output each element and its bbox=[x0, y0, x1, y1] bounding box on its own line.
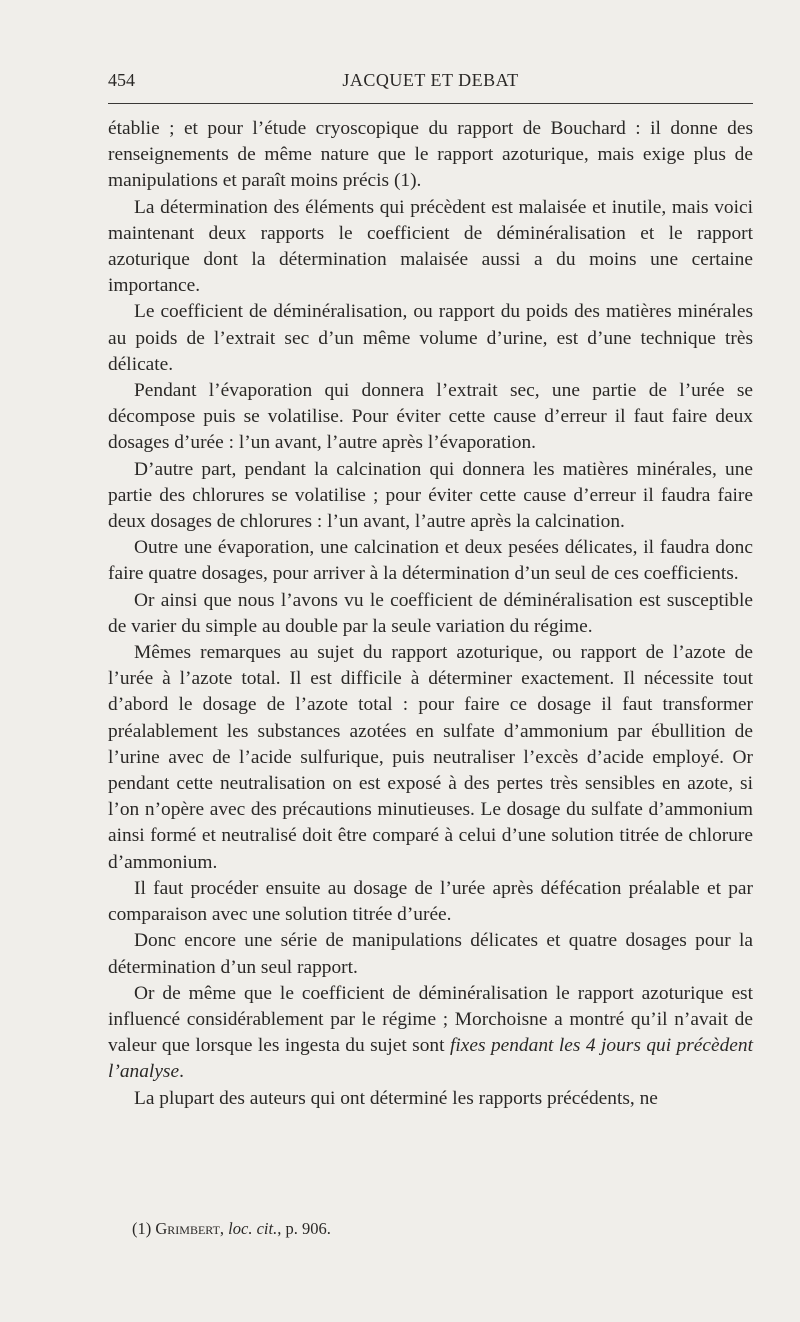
paragraph-6: Outre une évaporation, une calcination et deux pesées délicates, il faudra donc faire quatre dosages, pour arriver à la détermination d’un seul de ces coefficients. bbox=[108, 537, 753, 585]
paragraph-11-italic: fixes pendant les 4 jours qui précèdent l’analyse bbox=[108, 1035, 753, 1083]
paragraph-2: La détermination des éléments qui précèdent est malaisée et inutile, mais voici maintenant deux rapports le coefficient de déminéralisation et le rapport azoturique dont la détermination malaisée aussi a du moins une certaine importance. bbox=[108, 196, 753, 297]
running-title: JACQUET ET DEBAT bbox=[342, 70, 519, 90]
header-rule bbox=[108, 103, 753, 104]
paragraph-11-text: Or de même que le coefficient de déminéralisation le rapport azoturique est influencé considérablement par le régime ; Morchoisne a montré qu’il n’avait de valeur que lorsque les ingesta du sujet sont bbox=[108, 982, 753, 1057]
paragraph-3: Le coefficient de déminéralisation, ou rapport du poids des matières minérales au poids de l’extrait sec d’un même volume d’urine, est d’une technique très délicate. bbox=[108, 301, 753, 375]
paragraph-4: Pendant l’évaporation qui donnera l’extrait sec, une partie de l’urée se décompose puis se volatilise. Pour éviter cette cause d’erreur il faut faire deux dosages d’urée : l’un avant, l’autre après l’évaporation. bbox=[108, 380, 753, 454]
footnote-marker: (1) bbox=[132, 1219, 152, 1238]
footnote: (1) Grimbert, loc. cit., p. 906. bbox=[132, 1219, 331, 1238]
footnote-author: Grimbert bbox=[155, 1219, 220, 1238]
paragraph-7: Or ainsi que nous l’avons vu le coefficient de déminéralisation est susceptible de varier du simple au double par la seule variation du régime. bbox=[108, 589, 753, 637]
paragraph-10: Donc encore une série de manipulations délicates et quatre dosages pour la détermination d’un seul rapport. bbox=[108, 930, 753, 978]
page-number: 454 bbox=[108, 70, 135, 90]
footnote-reference: loc. cit. bbox=[228, 1219, 278, 1238]
paragraph-5: D’autre part, pendant la calcination qui donnera les matières minérales, une partie des chlorures se volatilise ; pour éviter cette cause d’erreur il faudra faire deux dosages de chlorures : l’un avant, l’autre après la calcination. bbox=[108, 458, 753, 533]
paragraph-11-end: . bbox=[179, 1061, 184, 1083]
body-text bbox=[108, 116, 753, 1112]
paragraph-9: Il faut procéder ensuite au dosage de l’urée après défécation préalable et par comparaison avec une solution titrée d’urée. bbox=[108, 877, 753, 926]
page-header bbox=[108, 66, 753, 92]
paragraph-1: établie ; et pour l’étude cryoscopique du rapport de Bouchard : il donne des renseignements de même nature que le rapport azoturique, mais exige plus de manipulations et paraît moins précis (1). bbox=[108, 118, 753, 192]
paragraph-12: La plupart des auteurs qui ont déterminé les rapports précédents, ne bbox=[134, 1087, 658, 1109]
paragraph-11 bbox=[108, 981, 753, 1086]
paragraph-8: Mêmes remarques au sujet du rapport azoturique, ou rapport de l’azote de l’urée à l’azote total. Il est difficile à déterminer exactement. Il nécessite tout d’abord le dosage de l’azote total : pour faire ce dosage il faut transformer préalablement les substances azotées en sulfate d’ammonium par ébullition de l’urine avec de l’acide sulfurique, puis neutraliser l’excès d’acide employé. Or pendant cette neutralisation on est exposé à des pertes très sensibles en azote, si l’on n’opère avec des précautions minutieuses. Le dosage du sulfate d’ammonium ainsi formé et neutralisé doit être comparé à celui d’une solution titrée de chlorure d’ammonium. bbox=[108, 642, 753, 873]
footnote-page: p. 906. bbox=[285, 1219, 331, 1238]
